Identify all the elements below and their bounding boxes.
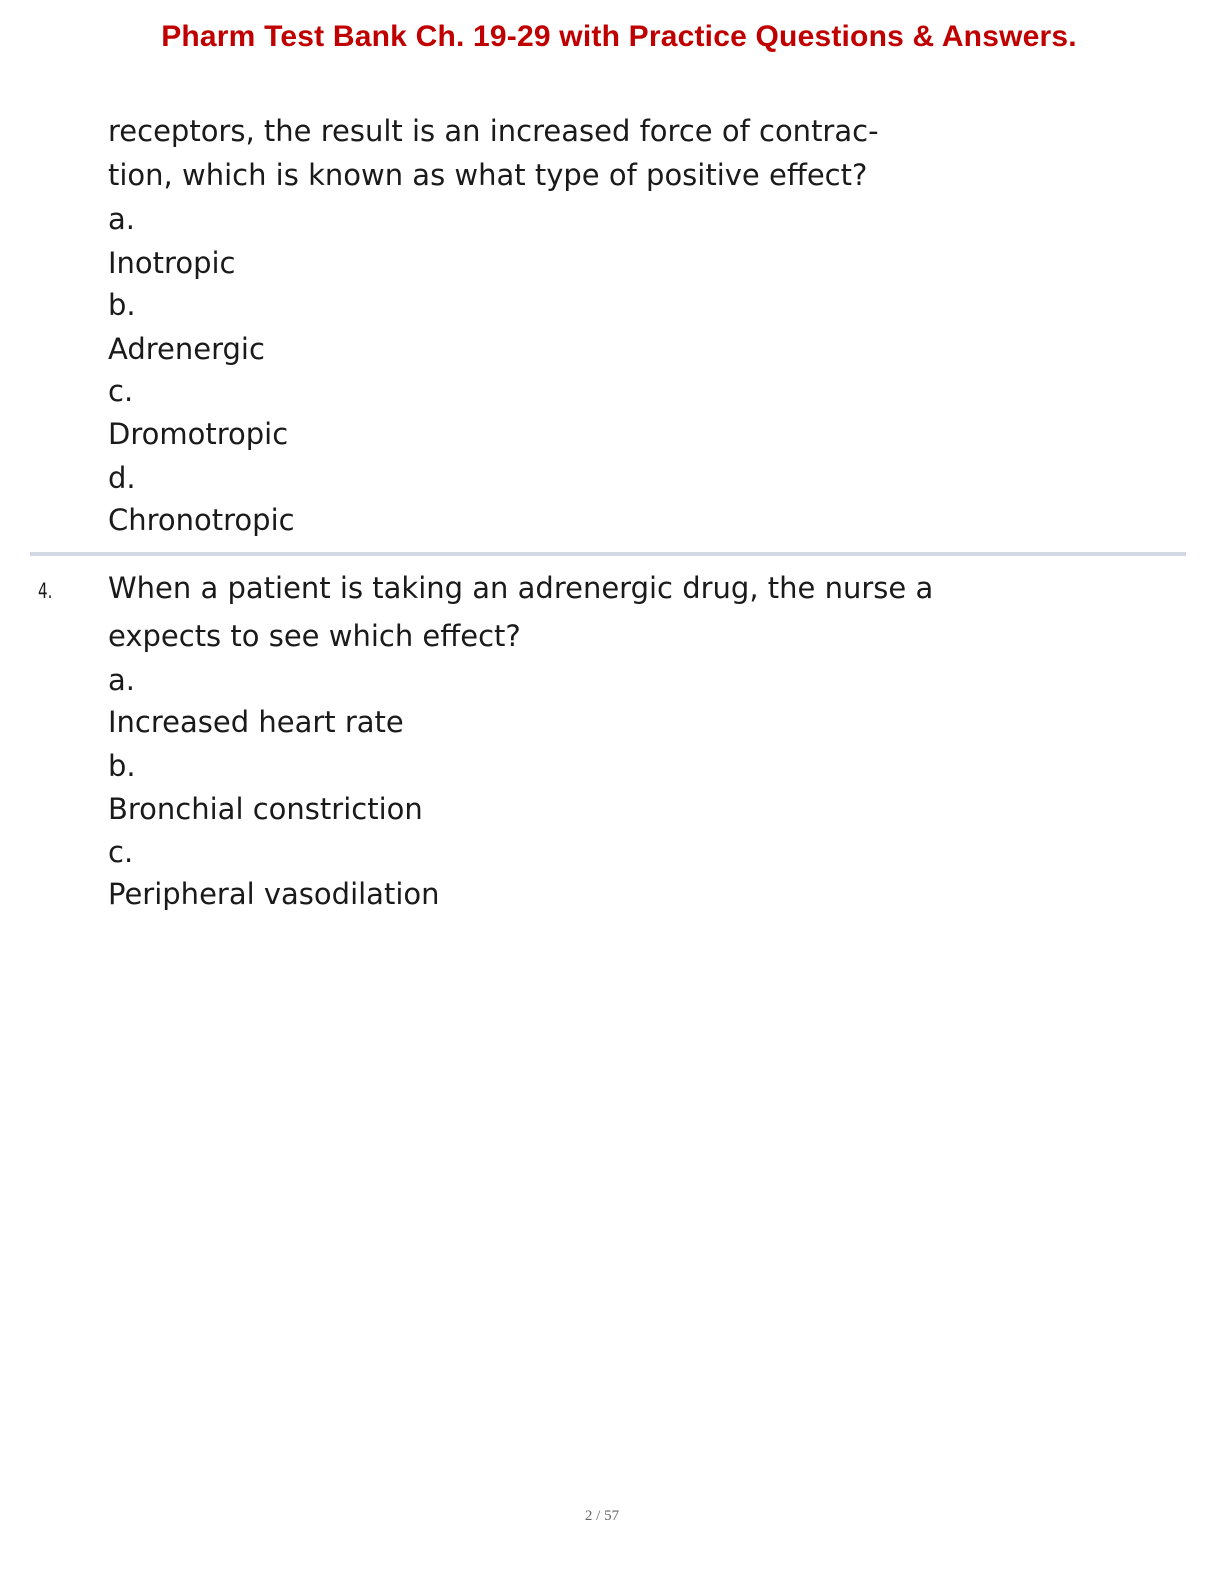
option-letter-c: c. bbox=[108, 374, 134, 408]
page-title: Pharm Test Bank Ch. 19-29 with Practice Questions & Answers. bbox=[161, 20, 1077, 53]
option-letter-a: a. bbox=[108, 663, 135, 697]
option-text-c: Dromotropic bbox=[108, 417, 289, 451]
option-letter-a: a. bbox=[108, 202, 135, 236]
option-letter-b: b. bbox=[108, 749, 136, 783]
question-number: 4. bbox=[38, 579, 53, 603]
option-text-c: Peripheral vasodilation bbox=[108, 877, 440, 911]
option-text-a: Inotropic bbox=[108, 246, 236, 280]
question-stem-line: When a patient is taking an adrenergic drug, the nurse a bbox=[108, 571, 934, 605]
question-stem-line: receptors, the result is an increased force of contrac- bbox=[108, 114, 879, 148]
question-divider bbox=[30, 552, 1186, 556]
option-letter-b: b. bbox=[108, 288, 136, 322]
option-text-b: Adrenergic bbox=[108, 332, 265, 366]
option-letter-d: d. bbox=[108, 461, 136, 495]
question-stem-line: expects to see which effect? bbox=[108, 619, 521, 653]
option-letter-c: c. bbox=[108, 835, 134, 869]
question-stem-line: tion, which is known as what type of positive effect? bbox=[108, 158, 868, 192]
page-number: 2 / 57 bbox=[584, 1508, 620, 1524]
option-text-a: Increased heart rate bbox=[108, 705, 404, 739]
option-text-b: Bronchial constriction bbox=[108, 792, 423, 826]
option-text-d: Chronotropic bbox=[108, 503, 295, 537]
